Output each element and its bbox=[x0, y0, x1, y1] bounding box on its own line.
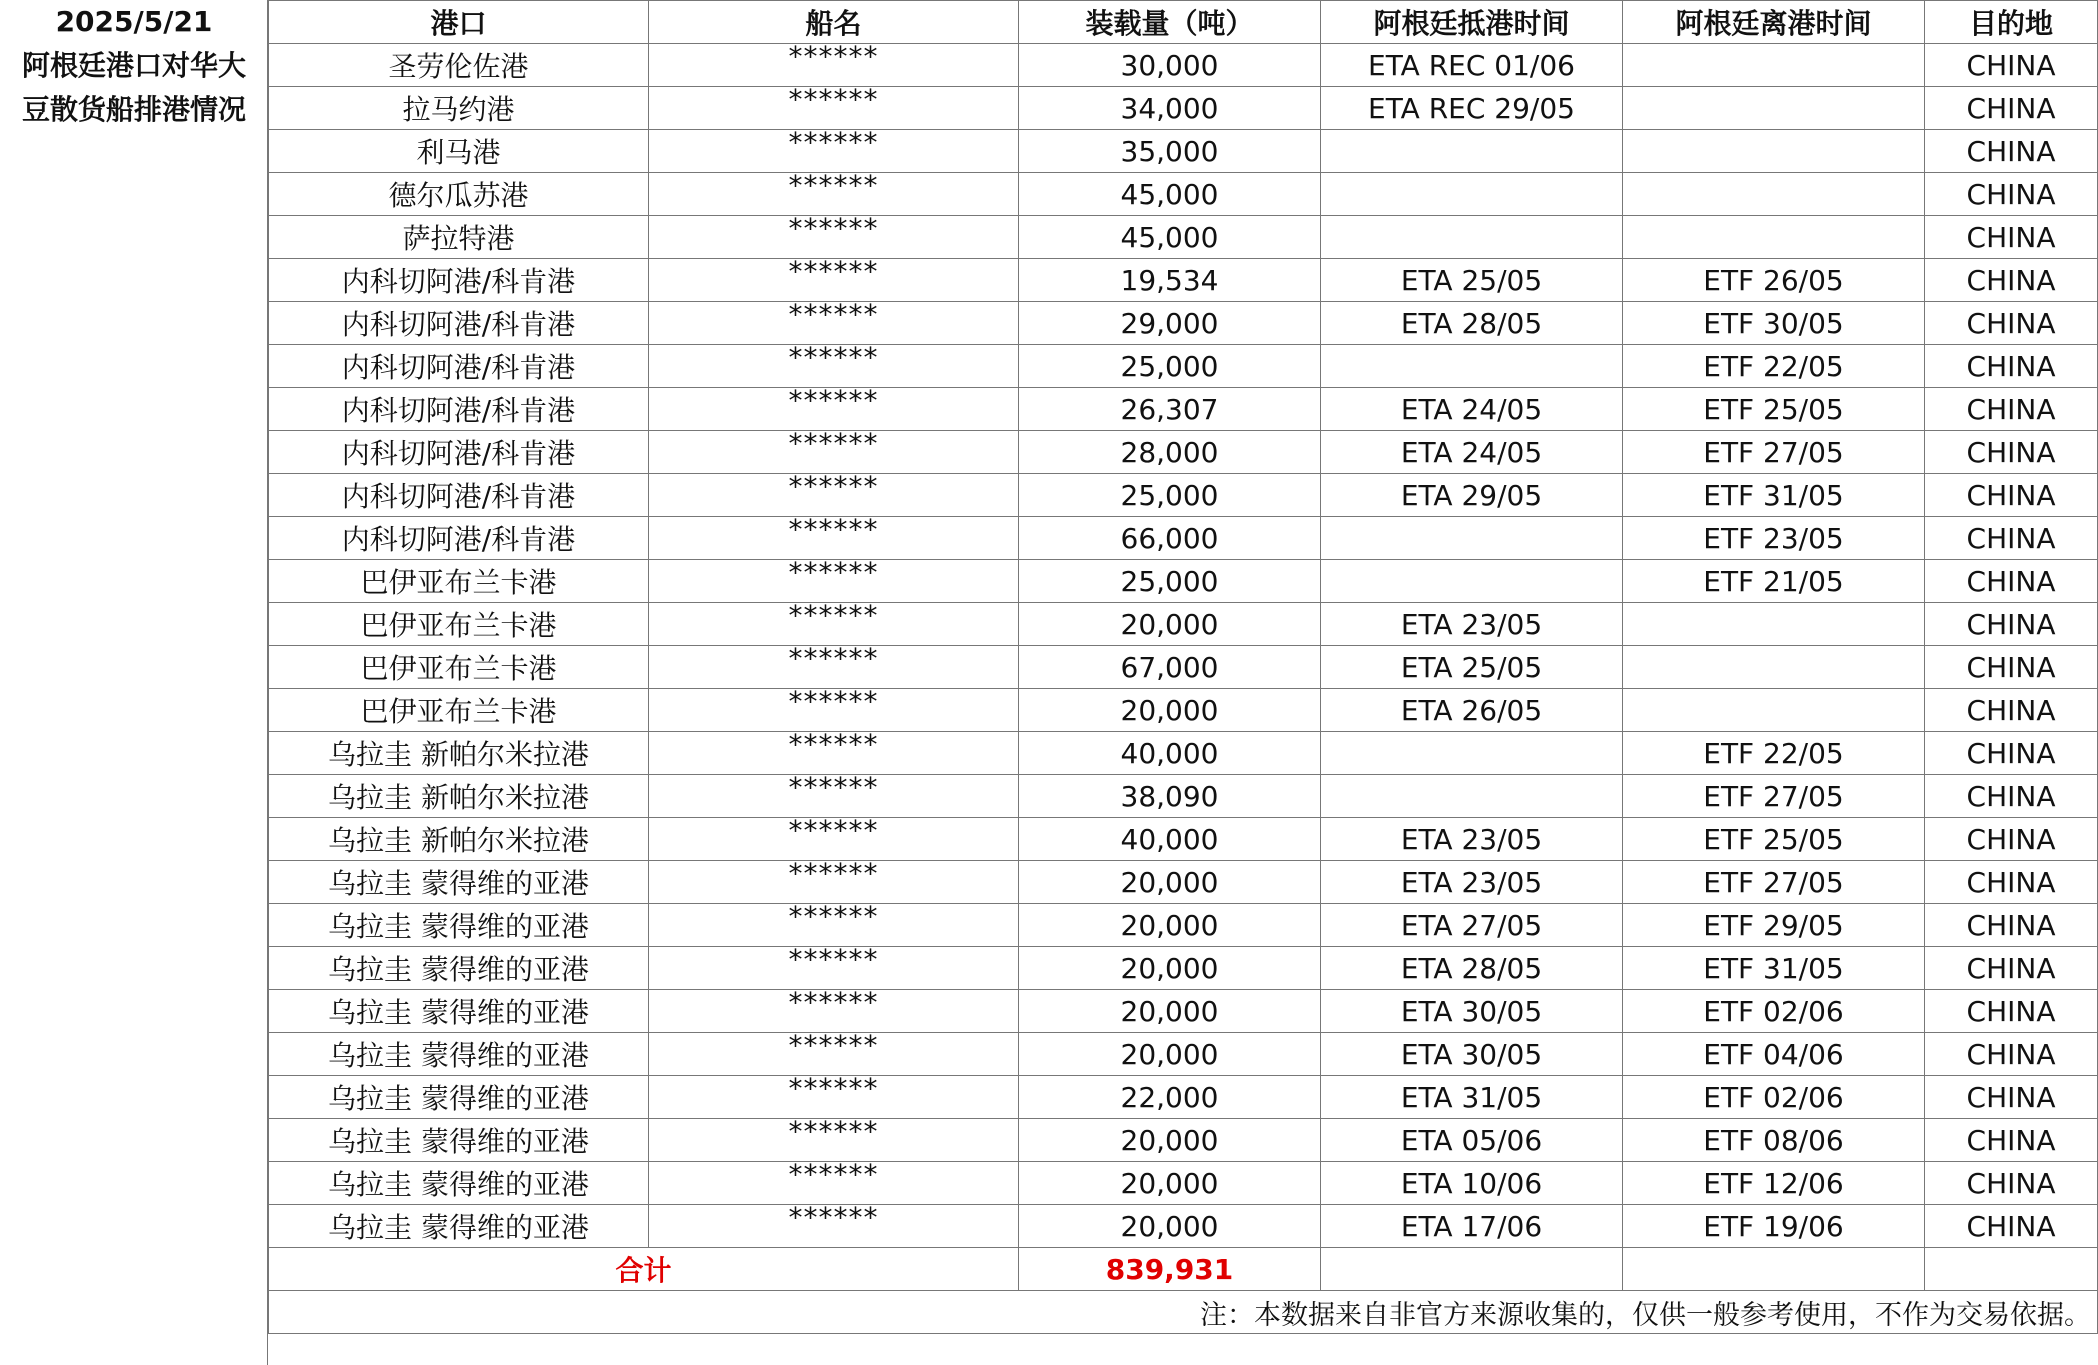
side-panel bbox=[0, 0, 268, 1365]
cell-quantity: 20,000 bbox=[1019, 904, 1321, 947]
cell-arrival-time: ETA 30/05 bbox=[1321, 990, 1623, 1033]
table-row bbox=[269, 1076, 2098, 1119]
cell-departure-time bbox=[1623, 44, 1925, 87]
cell-destination: CHINA bbox=[1925, 1076, 2098, 1119]
cell-destination: CHINA bbox=[1925, 1033, 2098, 1076]
cell-destination: CHINA bbox=[1925, 904, 2098, 947]
cell-quantity: 20,000 bbox=[1019, 1033, 1321, 1076]
cell-quantity: 20,000 bbox=[1019, 689, 1321, 732]
cell-destination: CHINA bbox=[1925, 87, 2098, 130]
cell-departure-time bbox=[1623, 173, 1925, 216]
cell-arrival-time bbox=[1321, 173, 1623, 216]
cell-ship-name: ****** bbox=[649, 1162, 1019, 1205]
cell-port: 内科切阿港/科肯港 bbox=[269, 431, 649, 474]
cell-ship-name: ****** bbox=[649, 904, 1019, 947]
cell-arrival-time: ETA 23/05 bbox=[1321, 818, 1623, 861]
cell-ship-name: ****** bbox=[649, 87, 1019, 130]
table-row bbox=[269, 1119, 2098, 1162]
cell-port: 利马港 bbox=[269, 130, 649, 173]
cell-departure-time: ETF 22/05 bbox=[1623, 345, 1925, 388]
table-row bbox=[269, 474, 2098, 517]
cell-quantity: 20,000 bbox=[1019, 947, 1321, 990]
cell-quantity: 25,000 bbox=[1019, 560, 1321, 603]
cell-port: 乌拉圭 蒙得维的亚港 bbox=[269, 947, 649, 990]
table-row bbox=[269, 732, 2098, 775]
disclaimer-note: 注：本数据来自非官方来源收集的，仅供一般参考使用，不作为交易依据。 bbox=[269, 1291, 2098, 1334]
cell-port: 乌拉圭 蒙得维的亚港 bbox=[269, 1162, 649, 1205]
table-row bbox=[269, 130, 2098, 173]
cell-departure-time: ETF 26/05 bbox=[1623, 259, 1925, 302]
cell-destination: CHINA bbox=[1925, 517, 2098, 560]
cell-departure-time bbox=[1623, 216, 1925, 259]
table-row bbox=[269, 904, 2098, 947]
cell-ship-name: ****** bbox=[649, 646, 1019, 689]
total-value: 839,931 bbox=[1019, 1248, 1321, 1291]
table-row bbox=[269, 302, 2098, 345]
cell-arrival-time: ETA 27/05 bbox=[1321, 904, 1623, 947]
cell-ship-name: ****** bbox=[649, 732, 1019, 775]
cell-arrival-time: ETA 25/05 bbox=[1321, 259, 1623, 302]
table-row bbox=[269, 560, 2098, 603]
cell-ship-name: ****** bbox=[649, 603, 1019, 646]
cell-destination: CHINA bbox=[1925, 431, 2098, 474]
cell-arrival-time: ETA 30/05 bbox=[1321, 1033, 1623, 1076]
cell-departure-time: ETF 19/06 bbox=[1623, 1205, 1925, 1248]
table-row bbox=[269, 603, 2098, 646]
cell-quantity: 40,000 bbox=[1019, 732, 1321, 775]
cell-port: 内科切阿港/科肯港 bbox=[269, 302, 649, 345]
table-row bbox=[269, 990, 2098, 1033]
table-row bbox=[269, 818, 2098, 861]
cell-destination: CHINA bbox=[1925, 216, 2098, 259]
total-empty-dest bbox=[1925, 1248, 2098, 1291]
cell-quantity: 19,534 bbox=[1019, 259, 1321, 302]
cell-departure-time bbox=[1623, 603, 1925, 646]
table-row bbox=[269, 216, 2098, 259]
cell-port: 巴伊亚布兰卡港 bbox=[269, 603, 649, 646]
cell-departure-time: ETF 21/05 bbox=[1623, 560, 1925, 603]
cell-destination: CHINA bbox=[1925, 990, 2098, 1033]
cell-ship-name: ****** bbox=[649, 818, 1019, 861]
table-row bbox=[269, 44, 2098, 87]
cell-destination: CHINA bbox=[1925, 44, 2098, 87]
cell-departure-time: ETF 02/06 bbox=[1623, 990, 1925, 1033]
header-port: 港口 bbox=[269, 1, 649, 44]
cell-quantity: 28,000 bbox=[1019, 431, 1321, 474]
cell-port: 巴伊亚布兰卡港 bbox=[269, 689, 649, 732]
cell-port: 内科切阿港/科肯港 bbox=[269, 259, 649, 302]
cell-port: 内科切阿港/科肯港 bbox=[269, 388, 649, 431]
header-departure-time: 阿根廷离港时间 bbox=[1623, 1, 1925, 44]
cell-destination: CHINA bbox=[1925, 259, 2098, 302]
cell-ship-name: ****** bbox=[649, 474, 1019, 517]
cell-departure-time: ETF 25/05 bbox=[1623, 388, 1925, 431]
total-label: 合计 bbox=[269, 1248, 1019, 1291]
cell-arrival-time: ETA 31/05 bbox=[1321, 1076, 1623, 1119]
cell-arrival-time: ETA 28/05 bbox=[1321, 947, 1623, 990]
report-date: 2025/5/21 bbox=[55, 5, 213, 38]
header-quantity: 装载量（吨） bbox=[1019, 1, 1321, 44]
table-row bbox=[269, 1162, 2098, 1205]
cell-port: 乌拉圭 蒙得维的亚港 bbox=[269, 861, 649, 904]
cell-departure-time: ETF 22/05 bbox=[1623, 732, 1925, 775]
table-row bbox=[269, 87, 2098, 130]
cell-destination: CHINA bbox=[1925, 689, 2098, 732]
table-row bbox=[269, 775, 2098, 818]
cell-departure-time: ETF 31/05 bbox=[1623, 947, 1925, 990]
cell-ship-name: ****** bbox=[649, 689, 1019, 732]
cell-quantity: 34,000 bbox=[1019, 87, 1321, 130]
cell-arrival-time: ETA 24/05 bbox=[1321, 388, 1623, 431]
cell-arrival-time: ETA REC 29/05 bbox=[1321, 87, 1623, 130]
cell-destination: CHINA bbox=[1925, 388, 2098, 431]
cell-quantity: 20,000 bbox=[1019, 1162, 1321, 1205]
cell-port: 巴伊亚布兰卡港 bbox=[269, 560, 649, 603]
cell-destination: CHINA bbox=[1925, 861, 2098, 904]
report-title-line-2: 豆散货船排港情况 bbox=[21, 93, 246, 126]
cell-ship-name: ****** bbox=[649, 1119, 1019, 1162]
cell-port: 乌拉圭 蒙得维的亚港 bbox=[269, 904, 649, 947]
cell-quantity: 20,000 bbox=[1019, 1119, 1321, 1162]
table-row bbox=[269, 173, 2098, 216]
table-row bbox=[269, 431, 2098, 474]
cell-port: 拉马约港 bbox=[269, 87, 649, 130]
cell-departure-time bbox=[1623, 689, 1925, 732]
cell-port: 圣劳伦佐港 bbox=[269, 44, 649, 87]
total-row bbox=[269, 1248, 2098, 1291]
cell-departure-time: ETF 30/05 bbox=[1623, 302, 1925, 345]
cell-arrival-time: ETA 25/05 bbox=[1321, 646, 1623, 689]
cell-ship-name: ****** bbox=[649, 431, 1019, 474]
cell-destination: CHINA bbox=[1925, 646, 2098, 689]
cell-destination: CHINA bbox=[1925, 947, 2098, 990]
cell-quantity: 40,000 bbox=[1019, 818, 1321, 861]
cell-quantity: 20,000 bbox=[1019, 861, 1321, 904]
cell-destination: CHINA bbox=[1925, 173, 2098, 216]
cell-ship-name: ****** bbox=[649, 216, 1019, 259]
cell-departure-time: ETF 23/05 bbox=[1623, 517, 1925, 560]
table-row bbox=[269, 947, 2098, 990]
cell-quantity: 45,000 bbox=[1019, 216, 1321, 259]
cell-departure-time bbox=[1623, 646, 1925, 689]
cell-port: 乌拉圭 新帕尔米拉港 bbox=[269, 732, 649, 775]
header-ship-name: 船名 bbox=[649, 1, 1019, 44]
cell-destination: CHINA bbox=[1925, 345, 2098, 388]
cell-arrival-time bbox=[1321, 345, 1623, 388]
cell-ship-name: ****** bbox=[649, 1076, 1019, 1119]
cell-ship-name: ****** bbox=[649, 388, 1019, 431]
cell-ship-name: ****** bbox=[649, 345, 1019, 388]
cell-destination: CHINA bbox=[1925, 130, 2098, 173]
cell-port: 乌拉圭 蒙得维的亚港 bbox=[269, 1205, 649, 1248]
cell-port: 内科切阿港/科肯港 bbox=[269, 345, 649, 388]
table-body bbox=[269, 44, 2098, 1248]
cell-port: 乌拉圭 蒙得维的亚港 bbox=[269, 1076, 649, 1119]
cell-quantity: 20,000 bbox=[1019, 990, 1321, 1033]
cell-destination: CHINA bbox=[1925, 775, 2098, 818]
cell-departure-time: ETF 29/05 bbox=[1623, 904, 1925, 947]
cell-ship-name: ****** bbox=[649, 517, 1019, 560]
cell-quantity: 26,307 bbox=[1019, 388, 1321, 431]
cell-quantity: 22,000 bbox=[1019, 1076, 1321, 1119]
cell-arrival-time bbox=[1321, 775, 1623, 818]
cell-port: 乌拉圭 蒙得维的亚港 bbox=[269, 990, 649, 1033]
cell-departure-time: ETF 02/06 bbox=[1623, 1076, 1925, 1119]
cell-ship-name: ****** bbox=[649, 302, 1019, 345]
cell-arrival-time bbox=[1321, 130, 1623, 173]
cell-destination: CHINA bbox=[1925, 474, 2098, 517]
cell-ship-name: ****** bbox=[649, 861, 1019, 904]
cell-arrival-time bbox=[1321, 517, 1623, 560]
cell-departure-time: ETF 27/05 bbox=[1623, 775, 1925, 818]
cell-port: 萨拉特港 bbox=[269, 216, 649, 259]
cell-quantity: 20,000 bbox=[1019, 1205, 1321, 1248]
cell-ship-name: ****** bbox=[649, 44, 1019, 87]
cell-departure-time: ETF 04/06 bbox=[1623, 1033, 1925, 1076]
header-arrival-time: 阿根廷抵港时间 bbox=[1321, 1, 1623, 44]
table-row bbox=[269, 517, 2098, 560]
cell-destination: CHINA bbox=[1925, 302, 2098, 345]
cell-port: 内科切阿港/科肯港 bbox=[269, 517, 649, 560]
cell-arrival-time: ETA 10/06 bbox=[1321, 1162, 1623, 1205]
cell-port: 乌拉圭 新帕尔米拉港 bbox=[269, 818, 649, 861]
cell-arrival-time bbox=[1321, 560, 1623, 603]
table-row bbox=[269, 646, 2098, 689]
table-row bbox=[269, 259, 2098, 302]
cell-port: 乌拉圭 蒙得维的亚港 bbox=[269, 1033, 649, 1076]
table-row bbox=[269, 1033, 2098, 1076]
cell-port: 乌拉圭 蒙得维的亚港 bbox=[269, 1119, 649, 1162]
cell-quantity: 35,000 bbox=[1019, 130, 1321, 173]
cell-port: 德尔瓜苏港 bbox=[269, 173, 649, 216]
cell-arrival-time: ETA 17/06 bbox=[1321, 1205, 1623, 1248]
cell-arrival-time: ETA 23/05 bbox=[1321, 861, 1623, 904]
cell-port: 巴伊亚布兰卡港 bbox=[269, 646, 649, 689]
cell-quantity: 29,000 bbox=[1019, 302, 1321, 345]
cell-destination: CHINA bbox=[1925, 1119, 2098, 1162]
cell-destination: CHINA bbox=[1925, 1205, 2098, 1248]
table-row bbox=[269, 689, 2098, 732]
cell-departure-time: ETF 31/05 bbox=[1623, 474, 1925, 517]
cell-ship-name: ****** bbox=[649, 1205, 1019, 1248]
cell-departure-time: ETF 27/05 bbox=[1623, 431, 1925, 474]
cell-quantity: 25,000 bbox=[1019, 474, 1321, 517]
cell-ship-name: ****** bbox=[649, 1033, 1019, 1076]
report-title bbox=[0, 44, 268, 132]
cell-quantity: 66,000 bbox=[1019, 517, 1321, 560]
cell-departure-time: ETF 08/06 bbox=[1623, 1119, 1925, 1162]
report-title-line-1: 阿根廷港口对华大 bbox=[21, 49, 246, 82]
header-destination: 目的地 bbox=[1925, 1, 2098, 44]
cell-arrival-time: ETA REC 01/06 bbox=[1321, 44, 1623, 87]
note-row bbox=[269, 1291, 2098, 1334]
cell-destination: CHINA bbox=[1925, 1162, 2098, 1205]
cell-arrival-time: ETA 26/05 bbox=[1321, 689, 1623, 732]
table-row bbox=[269, 345, 2098, 388]
cell-arrival-time: ETA 24/05 bbox=[1321, 431, 1623, 474]
cell-port: 内科切阿港/科肯港 bbox=[269, 474, 649, 517]
cell-arrival-time: ETA 28/05 bbox=[1321, 302, 1623, 345]
cell-quantity: 67,000 bbox=[1019, 646, 1321, 689]
cell-departure-time bbox=[1623, 87, 1925, 130]
cell-departure-time: ETF 27/05 bbox=[1623, 861, 1925, 904]
total-empty-etf bbox=[1623, 1248, 1925, 1291]
cell-ship-name: ****** bbox=[649, 560, 1019, 603]
cell-ship-name: ****** bbox=[649, 173, 1019, 216]
cell-quantity: 25,000 bbox=[1019, 345, 1321, 388]
cell-destination: CHINA bbox=[1925, 603, 2098, 646]
cell-quantity: 45,000 bbox=[1019, 173, 1321, 216]
cell-departure-time bbox=[1623, 130, 1925, 173]
cell-destination: CHINA bbox=[1925, 732, 2098, 775]
cell-ship-name: ****** bbox=[649, 259, 1019, 302]
cell-arrival-time bbox=[1321, 732, 1623, 775]
cell-ship-name: ****** bbox=[649, 990, 1019, 1033]
cell-ship-name: ****** bbox=[649, 947, 1019, 990]
cell-quantity: 30,000 bbox=[1019, 44, 1321, 87]
cell-port: 乌拉圭 新帕尔米拉港 bbox=[269, 775, 649, 818]
cell-arrival-time bbox=[1321, 216, 1623, 259]
cell-arrival-time: ETA 05/06 bbox=[1321, 1119, 1623, 1162]
total-empty-eta bbox=[1321, 1248, 1623, 1291]
shipment-table bbox=[268, 0, 2098, 1334]
cell-ship-name: ****** bbox=[649, 130, 1019, 173]
cell-ship-name: ****** bbox=[649, 775, 1019, 818]
cell-quantity: 38,090 bbox=[1019, 775, 1321, 818]
cell-departure-time: ETF 25/05 bbox=[1623, 818, 1925, 861]
cell-departure-time: ETF 12/06 bbox=[1623, 1162, 1925, 1205]
cell-destination: CHINA bbox=[1925, 560, 2098, 603]
cell-quantity: 20,000 bbox=[1019, 603, 1321, 646]
table-row bbox=[269, 1205, 2098, 1248]
cell-arrival-time: ETA 29/05 bbox=[1321, 474, 1623, 517]
cell-destination: CHINA bbox=[1925, 818, 2098, 861]
table-row bbox=[269, 861, 2098, 904]
cell-arrival-time: ETA 23/05 bbox=[1321, 603, 1623, 646]
header-row bbox=[269, 1, 2098, 44]
table-row bbox=[269, 388, 2098, 431]
